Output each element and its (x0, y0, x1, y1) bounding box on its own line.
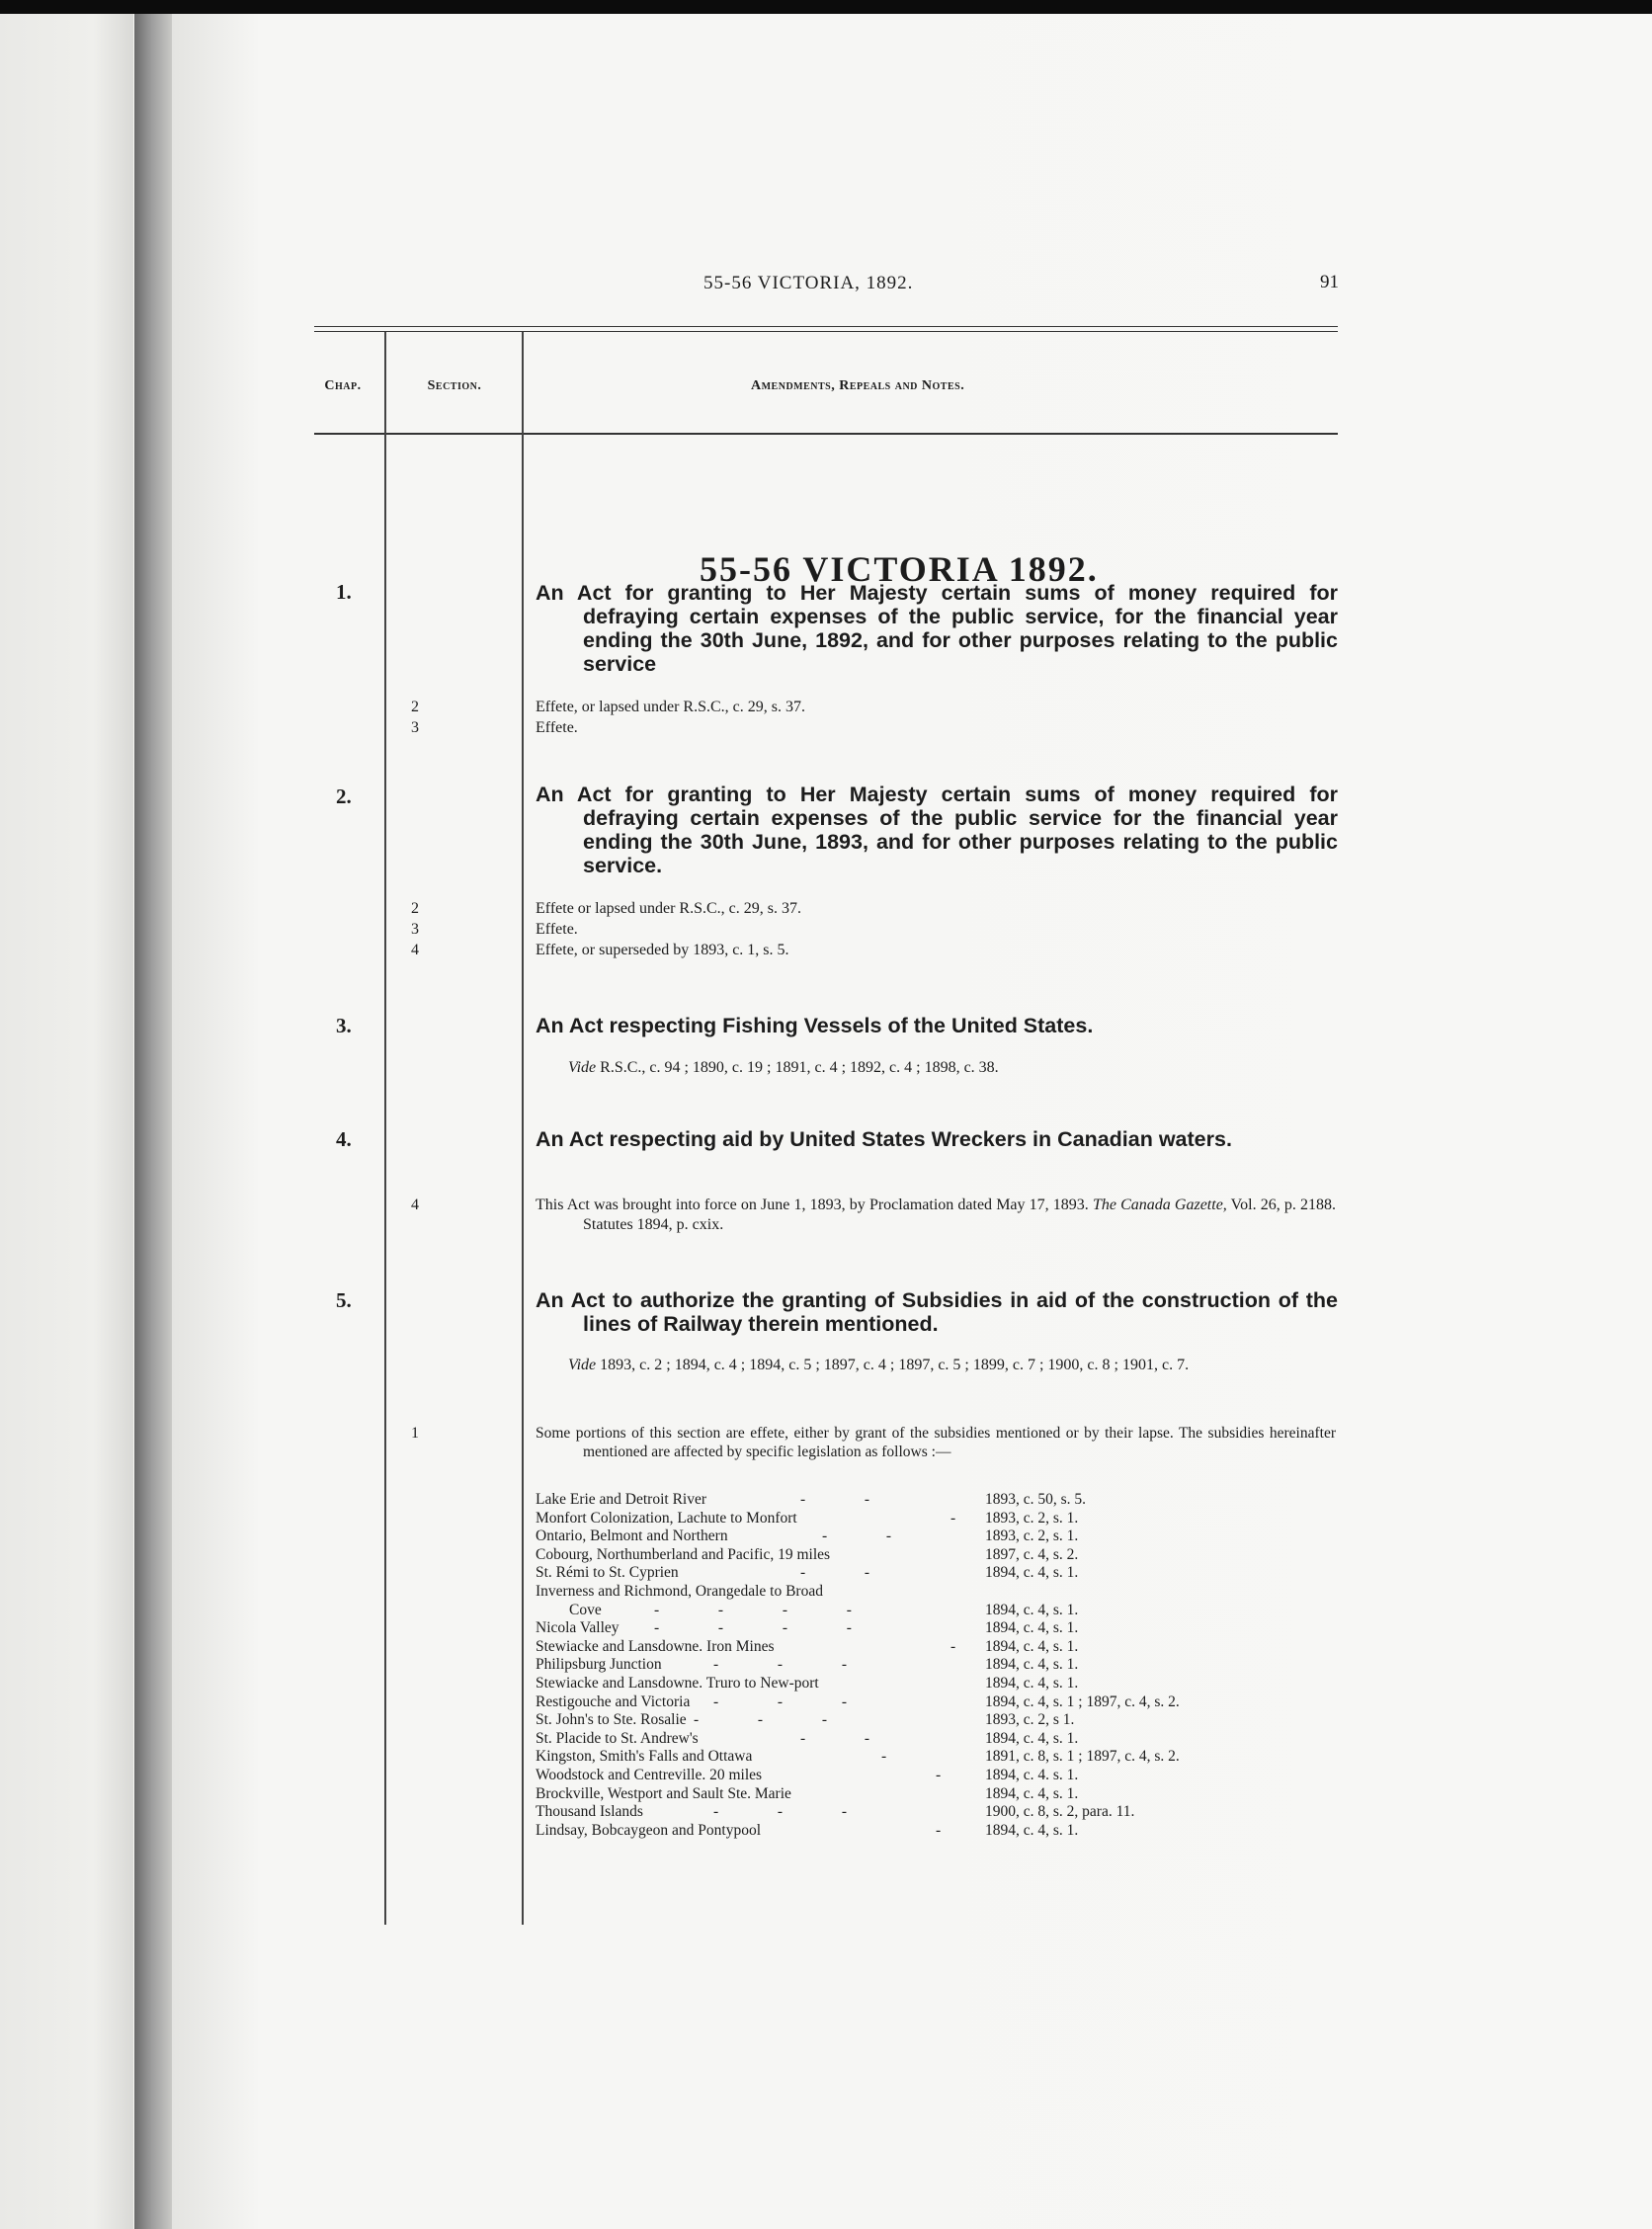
column-head-notes: Amendments, Repeals and Notes. (751, 378, 965, 393)
leader-dashes: - - (800, 1729, 870, 1747)
column-divider-section (522, 332, 524, 1925)
railway-name: Thousand Islands (536, 1803, 643, 1821)
page-number: 91 (1320, 272, 1339, 292)
railway-row (536, 1822, 1346, 1841)
railway-row (536, 1491, 1346, 1510)
statute-reference: 1893, c. 50, s. 5. (985, 1491, 1087, 1508)
leader-dashes: - - - - (654, 1619, 852, 1637)
chapter-number: 5. (336, 1288, 352, 1312)
railway-name: Cove (569, 1601, 602, 1618)
railway-row (536, 1583, 1346, 1602)
railway-name: Inverness and Richmond, Orangedale to Broad (536, 1582, 823, 1600)
act-title: An Act respecting Fishing Vessels of the United States. (536, 1014, 1094, 1037)
railway-row (536, 1527, 1346, 1546)
statute-reference: 1891, c. 8, s. 1 ; 1897, c. 4, s. 2. (985, 1748, 1180, 1766)
section-number: 3 (411, 719, 419, 736)
railway-row (536, 1748, 1346, 1767)
railway-row (536, 1675, 1346, 1693)
statute-reference: 1897, c. 4, s. 2. (985, 1545, 1079, 1563)
statute-reference: 1894, c. 4, s. 1. (985, 1821, 1079, 1839)
railway-name: Philipsburg Junction (536, 1656, 662, 1674)
leader-dashes: - (950, 1637, 956, 1655)
statute-reference: 1893, c. 2, s 1. (985, 1711, 1075, 1729)
statute-reference: 1894, c. 4, s. 1. (985, 1564, 1079, 1582)
section-note: Effete. (536, 921, 578, 938)
section-number: 2 (411, 699, 419, 715)
railway-row (536, 1638, 1346, 1657)
statute-reference: 1894, c. 4, s. 1. (985, 1601, 1079, 1618)
railway-name: Woodstock and Centreville. 20 miles (536, 1766, 763, 1783)
railway-row (536, 1711, 1346, 1730)
book-spine (134, 14, 172, 2229)
statute-reference: 1894, c. 4, s. 1. (985, 1674, 1079, 1692)
railway-name: Monfort Colonization, Lachute to Monfort (536, 1509, 797, 1527)
statute-reference: 1894, c. 4, s. 1. (985, 1637, 1079, 1655)
railway-name: Stewiacke and Lansdowne. Iron Mines (536, 1637, 775, 1655)
railway-name: Lake Erie and Detroit River (536, 1491, 707, 1508)
leader-dashes: - - - - (654, 1601, 852, 1618)
section-note: Effete, or lapsed under R.S.C., c. 29, s. 37. (536, 699, 805, 715)
chapter-number: 4. (336, 1127, 352, 1151)
leader-dashes: - (950, 1509, 956, 1527)
railway-row (536, 1730, 1346, 1749)
statute-reference: 1894, c. 4, s. 1. (985, 1656, 1079, 1674)
vide-references: R.S.C., c. 94 ; 1890, c. 19 ; 1891, c. 4 ; 1892, c. 4 ; 1898, c. 38. (600, 1059, 999, 1076)
railway-row (536, 1546, 1346, 1565)
act-title: An Act for granting to Her Majesty certain sums of money required for defraying certain expenses of the public service for the financial year ending the 30th June, 1893, and for other purposes relating to the public service. (536, 783, 1338, 877)
railway-row (536, 1602, 1346, 1620)
statute-reference: 1894, c. 4, s. 1. (985, 1619, 1079, 1637)
column-divider-chap (384, 332, 386, 1925)
railway-row (536, 1767, 1346, 1785)
statute-reference: 1894, c. 4. s. 1. (985, 1766, 1079, 1783)
railway-name: St. John's to Ste. Rosalie (536, 1711, 687, 1729)
chapter-number: 1. (336, 580, 352, 604)
act-title: An Act for granting to Her Majesty certain sums of money required for defraying certain expenses of the public service, for the financial year ending the 30th June, 1892, and for other purposes relating to the public service (536, 581, 1338, 676)
header-rule-top-2 (314, 331, 1338, 332)
railway-row (536, 1510, 1346, 1528)
statute-reference: 1894, c. 4, s. 1 ; 1897, c. 4, s. 2. (985, 1692, 1180, 1710)
session-title: 55-56 VICTORIA 1892. (700, 549, 1099, 589)
leader-dashes: - (936, 1766, 942, 1783)
section-note: Effete or lapsed under R.S.C., c. 29, s. 37. (536, 900, 801, 917)
act-title: An Act to authorize the granting of Subsidies in aid of the construction of the lines of Railway therein mentioned. (536, 1288, 1338, 1336)
column-head-section: Section. (427, 378, 482, 393)
railway-name: Nicola Valley (536, 1619, 620, 1637)
column-head-chap: Chap. (324, 378, 362, 393)
railway-row (536, 1803, 1346, 1822)
vide-note (568, 1356, 1337, 1375)
chapter-number: 3. (336, 1014, 352, 1037)
railway-name: Lindsay, Bobcaygeon and Pontypool (536, 1821, 762, 1839)
railway-row (536, 1619, 1346, 1638)
leader-dashes: - - (822, 1527, 892, 1545)
leader-dashes: - - (800, 1491, 870, 1508)
railway-name: St. Placide to St. Andrew's (536, 1729, 699, 1747)
leader-dashes: - - - (694, 1711, 827, 1729)
railway-name: Restigouche and Victoria (536, 1692, 691, 1710)
vide-note (568, 1058, 1337, 1078)
railway-name: Brockville, Westport and Sault Ste. Marie (536, 1784, 791, 1802)
column-head-rule (314, 433, 1338, 435)
railway-name: St. Rémi to St. Cyprien (536, 1564, 679, 1582)
section-number: 1 (411, 1425, 419, 1442)
statute-reference: 1893, c. 2, s. 1. (985, 1509, 1079, 1527)
statute-reference: 1894, c. 4, s. 1. (985, 1784, 1079, 1802)
leader-dashes: - (881, 1748, 887, 1766)
vide-label: Vide (568, 1059, 597, 1076)
scan-top-border (0, 0, 1652, 14)
section-number: 4 (411, 1197, 419, 1213)
leader-dashes: - - - (713, 1656, 847, 1674)
section-note: Effete. (536, 719, 578, 736)
section-note: Some portions of this section are effete, either by grant of the subsidies mentioned or by their lapse. The subsidies hereinafter mentioned are affected by specific legislation as follows :— (536, 1425, 1336, 1460)
railway-row (536, 1564, 1346, 1583)
leader-dashes: - - - (713, 1803, 847, 1821)
railway-row (536, 1656, 1346, 1675)
facing-page-edge (0, 14, 133, 2229)
running-head: 55-56 VICTORIA, 1892. (703, 273, 914, 293)
railway-name: Kingston, Smith's Falls and Ottawa (536, 1748, 753, 1766)
leader-dashes: - (936, 1821, 942, 1839)
railway-name: Cobourg, Northumberland and Pacific, 19 miles (536, 1545, 831, 1563)
act-title: An Act respecting aid by United States Wreckers in Canadian waters. (536, 1127, 1232, 1151)
leader-dashes: - - (800, 1564, 870, 1582)
leader-dashes: - - - (713, 1692, 847, 1710)
statute-reference: 1893, c. 2, s. 1. (985, 1527, 1079, 1545)
note-text: Vol. 26, p. 2188. Statutes 1894, p. cxix. (583, 1197, 1337, 1233)
railway-name: Ontario, Belmont and Northern (536, 1527, 728, 1545)
vide-label: Vide (568, 1357, 597, 1373)
section-number: 3 (411, 921, 419, 938)
header-rule-top (314, 326, 1338, 327)
page (172, 14, 1652, 2229)
note-text: This Act was brought into force on June 1, 1893, by Proclamation dated May 17, 1893. (536, 1197, 1089, 1213)
section-note: Effete, or superseded by 1893, c. 1, s. 5. (536, 942, 789, 958)
railway-name: Stewiacke and Lansdowne. Truro to New-port (536, 1674, 819, 1692)
railway-row (536, 1785, 1346, 1804)
statute-reference: 1894, c. 4, s. 1. (985, 1729, 1079, 1747)
section-number: 4 (411, 942, 419, 958)
vide-references: 1893, c. 2 ; 1894, c. 4 ; 1894, c. 5 ; 1897, c. 4 ; 1897, c. 5 ; 1899, c. 7 ; 1900, c. 8 ; 1901, c. 7. (600, 1357, 1190, 1373)
statute-reference: 1900, c. 8, s. 2, para. 11. (985, 1803, 1135, 1821)
gazette-title: The Canada Gazette, (1092, 1197, 1227, 1213)
section-number: 2 (411, 900, 419, 917)
section-note (536, 1196, 1336, 1235)
railway-row (536, 1693, 1346, 1712)
railway-subsidy-list (536, 1491, 1346, 1840)
chapter-number: 2. (336, 784, 352, 808)
